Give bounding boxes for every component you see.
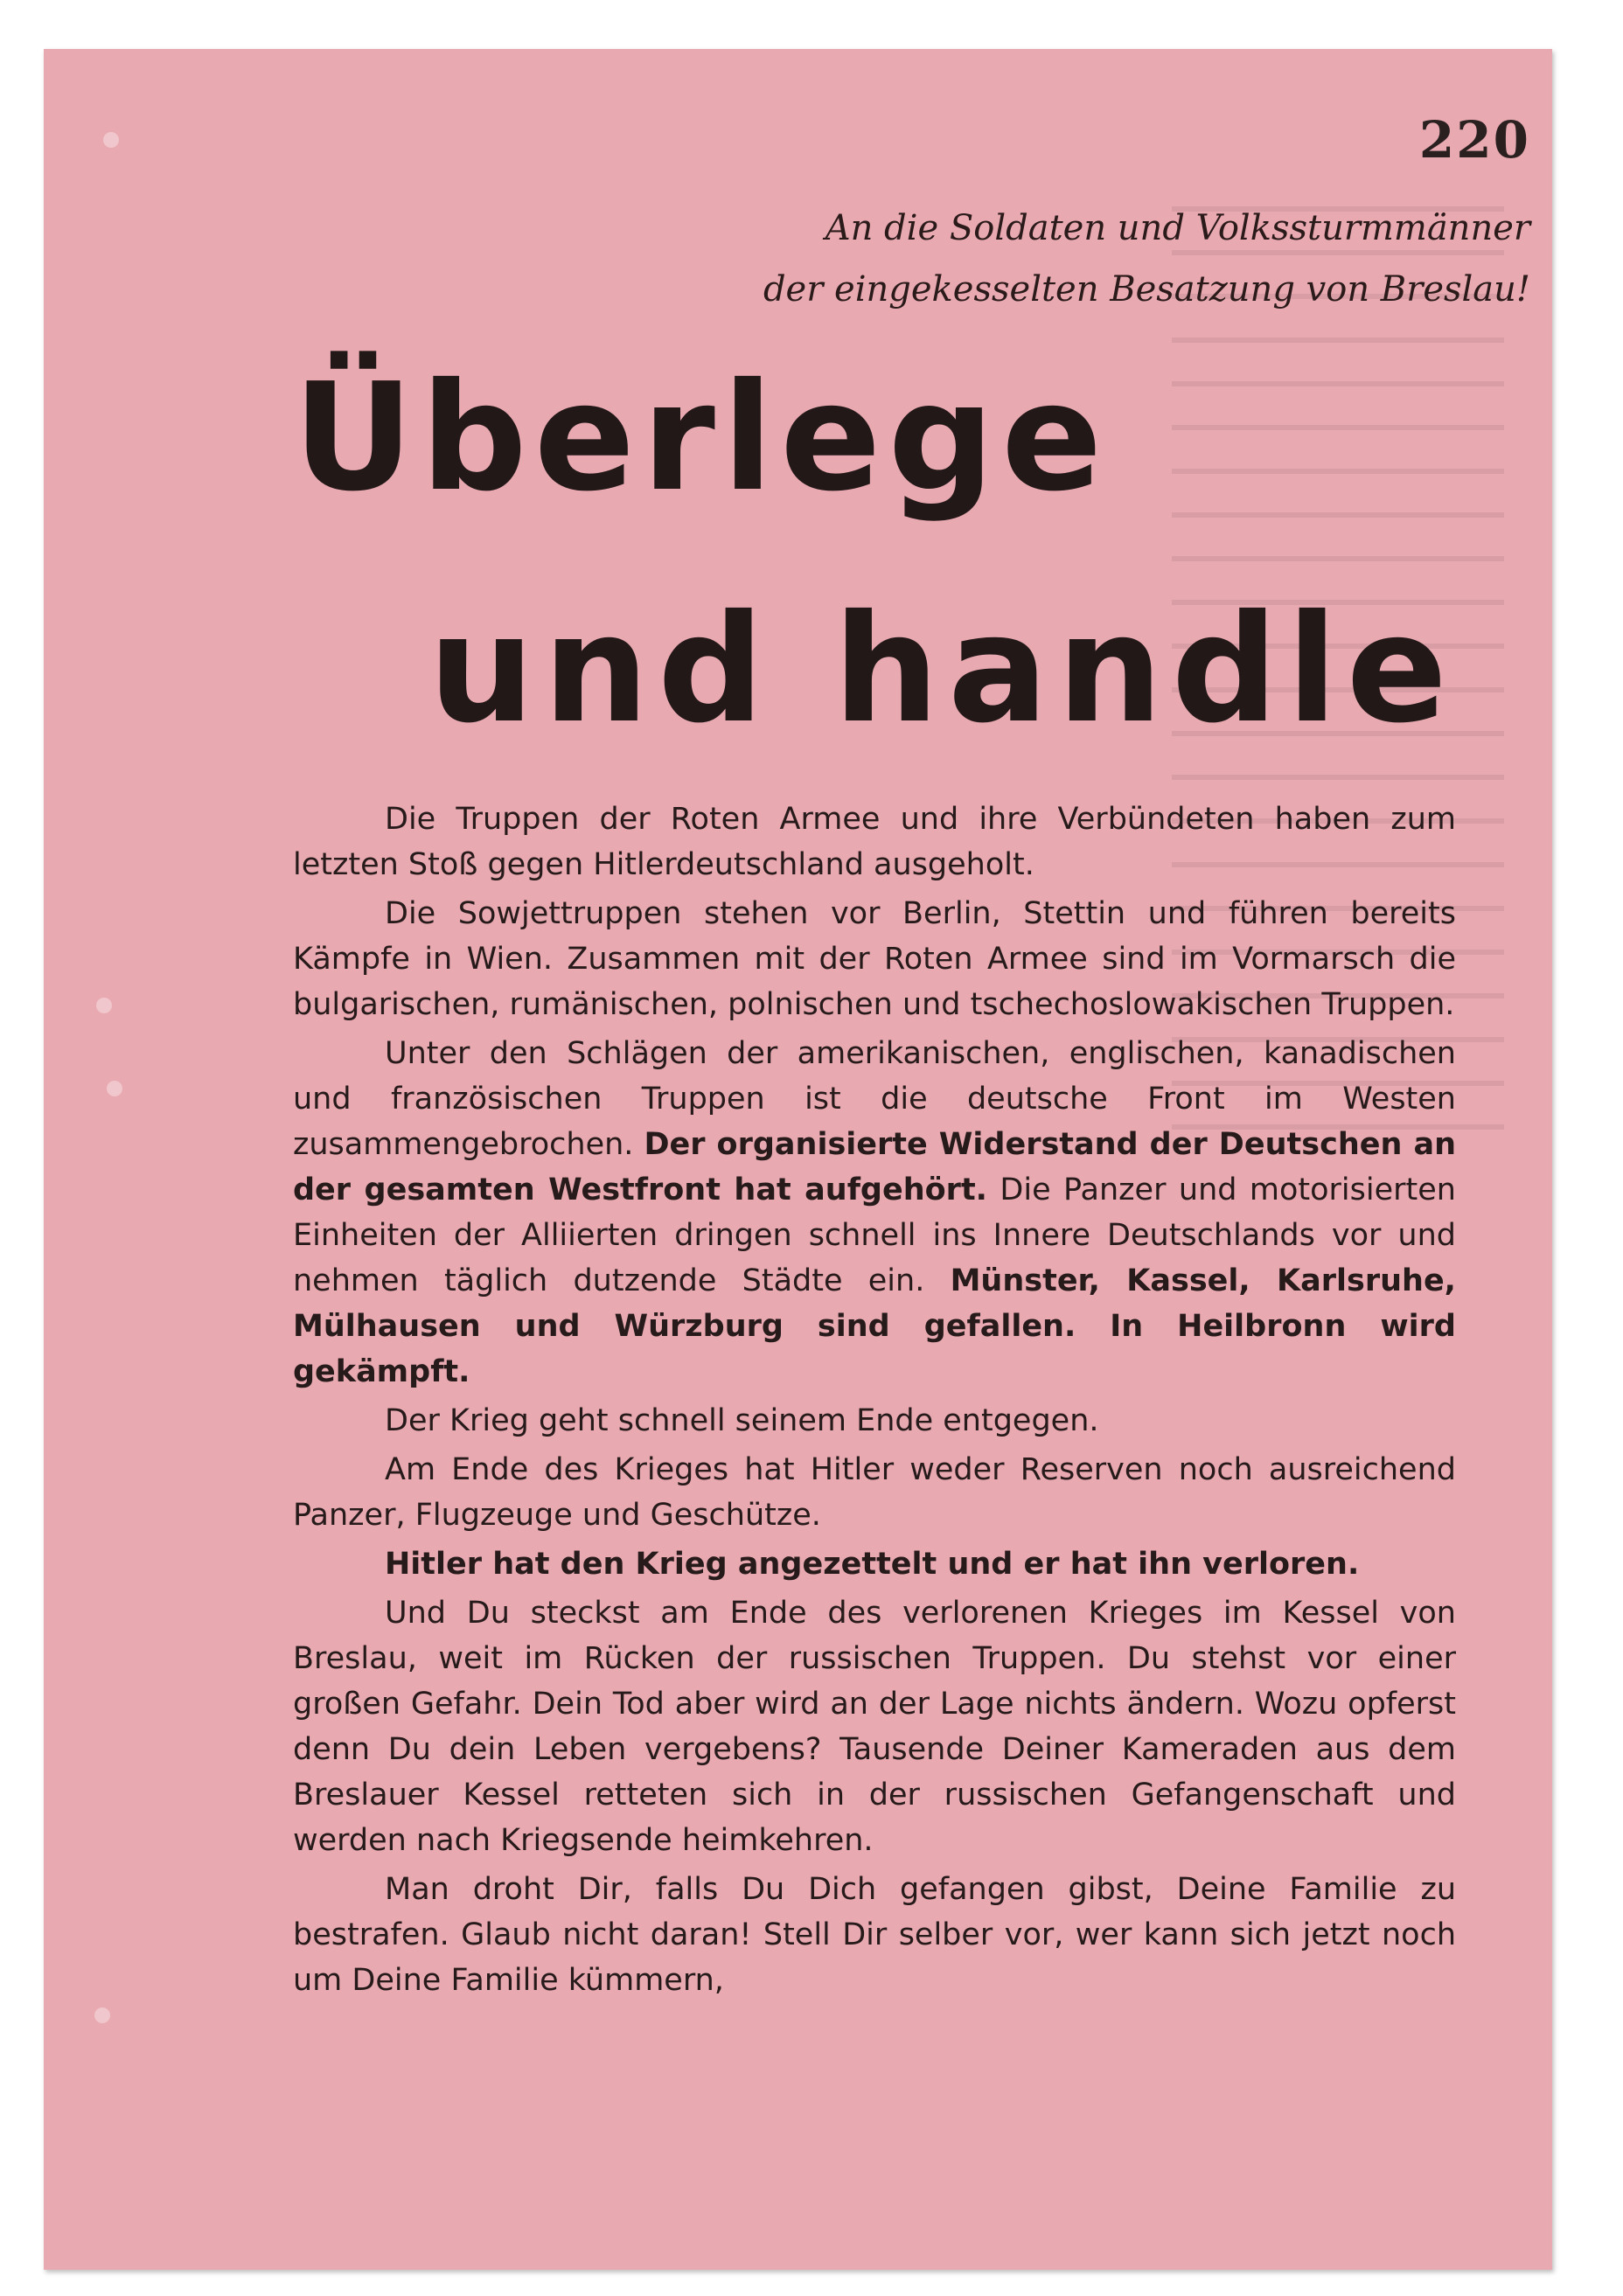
punch-mark — [94, 2007, 110, 2023]
leaflet-page — [44, 49, 1552, 2270]
paragraph-3-part-c: Die Panzer und motorisierten Einheiten der Alliierten dringen schnell ins Innere Deutschlands vor und nehmen täglich dutzende Städte ein. — [293, 1172, 1456, 1298]
paragraph-3-emphasis-1: Der organisierte Widerstand der Deutschen an der gesamten Westfront hat aufgehört. — [293, 1127, 1456, 1207]
paragraph-2: Die Sowjettruppen stehen vor Berlin, Stettin und führen bereits Kämpfe in Wien. Zusammen mit der Roten Armee sind im Vormarsch die bulgarischen, rumänischen, polnischen und tschechoslowakischen Truppen. — [293, 896, 1456, 1022]
paragraph-8: Man droht Dir, falls Du Dich gefangen gibst, Deine Familie zu bestrafen. Glaub nicht daran! Stell Dir selber vor, wer kann sich jetzt noch um Deine Familie kümmern, — [293, 1872, 1456, 1998]
punch-mark — [96, 998, 112, 1013]
body-text — [293, 797, 1456, 2007]
address-heading — [516, 198, 1530, 320]
address-line-1: An die Soldaten und Volkssturmmänner — [825, 208, 1530, 248]
punch-mark — [107, 1081, 122, 1096]
paragraph-6: Hitler hat den Krieg angezettelt und er hat ihn verloren. — [385, 1547, 1360, 1582]
paragraph-5: Am Ende des Krieges hat Hitler weder Reserven noch ausreichend Panzer, Flugzeuge und Geschütze. — [293, 1452, 1456, 1533]
title-line-1: Überlege — [293, 351, 1110, 525]
page-number: 220 — [1418, 110, 1530, 170]
paragraph-1: Die Truppen der Roten Armee und ihre Verbündeten haben zum letzten Stoß gegen Hitlerdeutschland ausgeholt. — [293, 802, 1456, 882]
paragraph-4: Der Krieg geht schnell seinem Ende entgegen. — [385, 1403, 1099, 1438]
paragraph-3-emphasis-2: Münster, Kassel, Karlsruhe, Mülhausen und Würzburg sind gefallen. In Heilbronn wird gekämpft. — [293, 1263, 1456, 1389]
paragraph-3-part-a: Unter den Schlägen der amerikanischen, englischen, kanadischen und französischen Truppen ist die deutsche Front im Westen zusammengebrochen. — [293, 1036, 1456, 1162]
paragraph-3 — [293, 1031, 1456, 1395]
punch-mark — [103, 132, 119, 148]
title-line-2: und handle — [428, 583, 1456, 756]
paragraph-7: Und Du steckst am Ende des verlorenen Krieges im Kessel von Breslau, weit im Rücken der russischen Truppen. Du stehst vor einer großen Gefahr. Dein Tod aber wird an der Lage nichts ändern. Wozu opferst denn Du dein Leben vergebens? Tausende Deiner Kameraden aus dem Breslauer Kessel retteten sich in der russischen Gefangenschaft und werden nach Kriegsende heimkehren. — [293, 1596, 1456, 1858]
address-line-2: der eingekesselten Besatzung von Breslau! — [763, 269, 1530, 310]
